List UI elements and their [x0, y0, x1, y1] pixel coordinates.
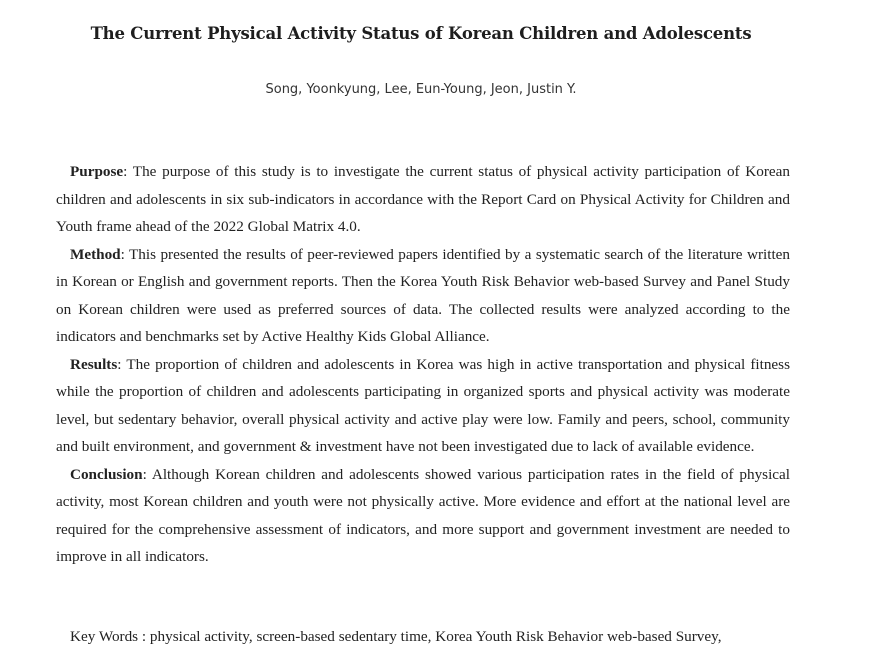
results-text: : The proportion of children and adolescents in Korea was high in active transportation and physical fitness while the proportion of children and adolescents participating in organized sports and physical activity was moderate level, but sedentary behavior, overall physical activity and active play were low. Family and peers, school, community and built environment, and government & investment have not been investigated due to lack of available evidence. [56, 355, 790, 455]
keywords: Key Words : physical activity, screen-based sedentary time, Korea Youth Risk Behavior web-based Survey, [70, 628, 722, 645]
method-paragraph [56, 241, 790, 351]
paper-title: The Current Physical Activity Status of Korean Children and Adolescents [90, 24, 752, 43]
purpose-text: : The purpose of this study is to investigate the current status of physical activity participation of Korean children and adolescents in six sub-indicators in accordance with the Report Card on Physical Activity for Children and Youth frame ahead of the 2022 Global Matrix 4.0. [56, 163, 790, 235]
results-label: Results [70, 355, 118, 373]
conclusion-paragraph [56, 461, 790, 571]
conclusion-text: : Although Korean children and adolescents showed various participation rates in the field of physical activity, most Korean children and youth were not physically active. More evidence and effort at the national level are required for the comprehensive assessment of indicators, and more support and government investment are needed to improve in all indicators. [56, 465, 790, 565]
method-label: Method [70, 245, 121, 263]
author-list: Song, Yoonkyung, Lee, Eun-Young, Jeon, Justin Y. [265, 82, 577, 97]
abstract [56, 158, 790, 571]
conclusion-label: Conclusion [70, 465, 143, 483]
purpose-paragraph [56, 158, 790, 241]
method-text: : This presented the results of peer-reviewed papers identified by a systematic search of the literature written in Korean or English and government reports. Then the Korea Youth Risk Behavior web-based Survey and Panel Study on Korean children were used as preferred sources of data. The collected results were analyzed according to the indicators and benchmarks set by Active Healthy Kids Global Alliance. [56, 245, 790, 345]
purpose-label: Purpose [70, 163, 124, 180]
results-paragraph [56, 351, 790, 461]
